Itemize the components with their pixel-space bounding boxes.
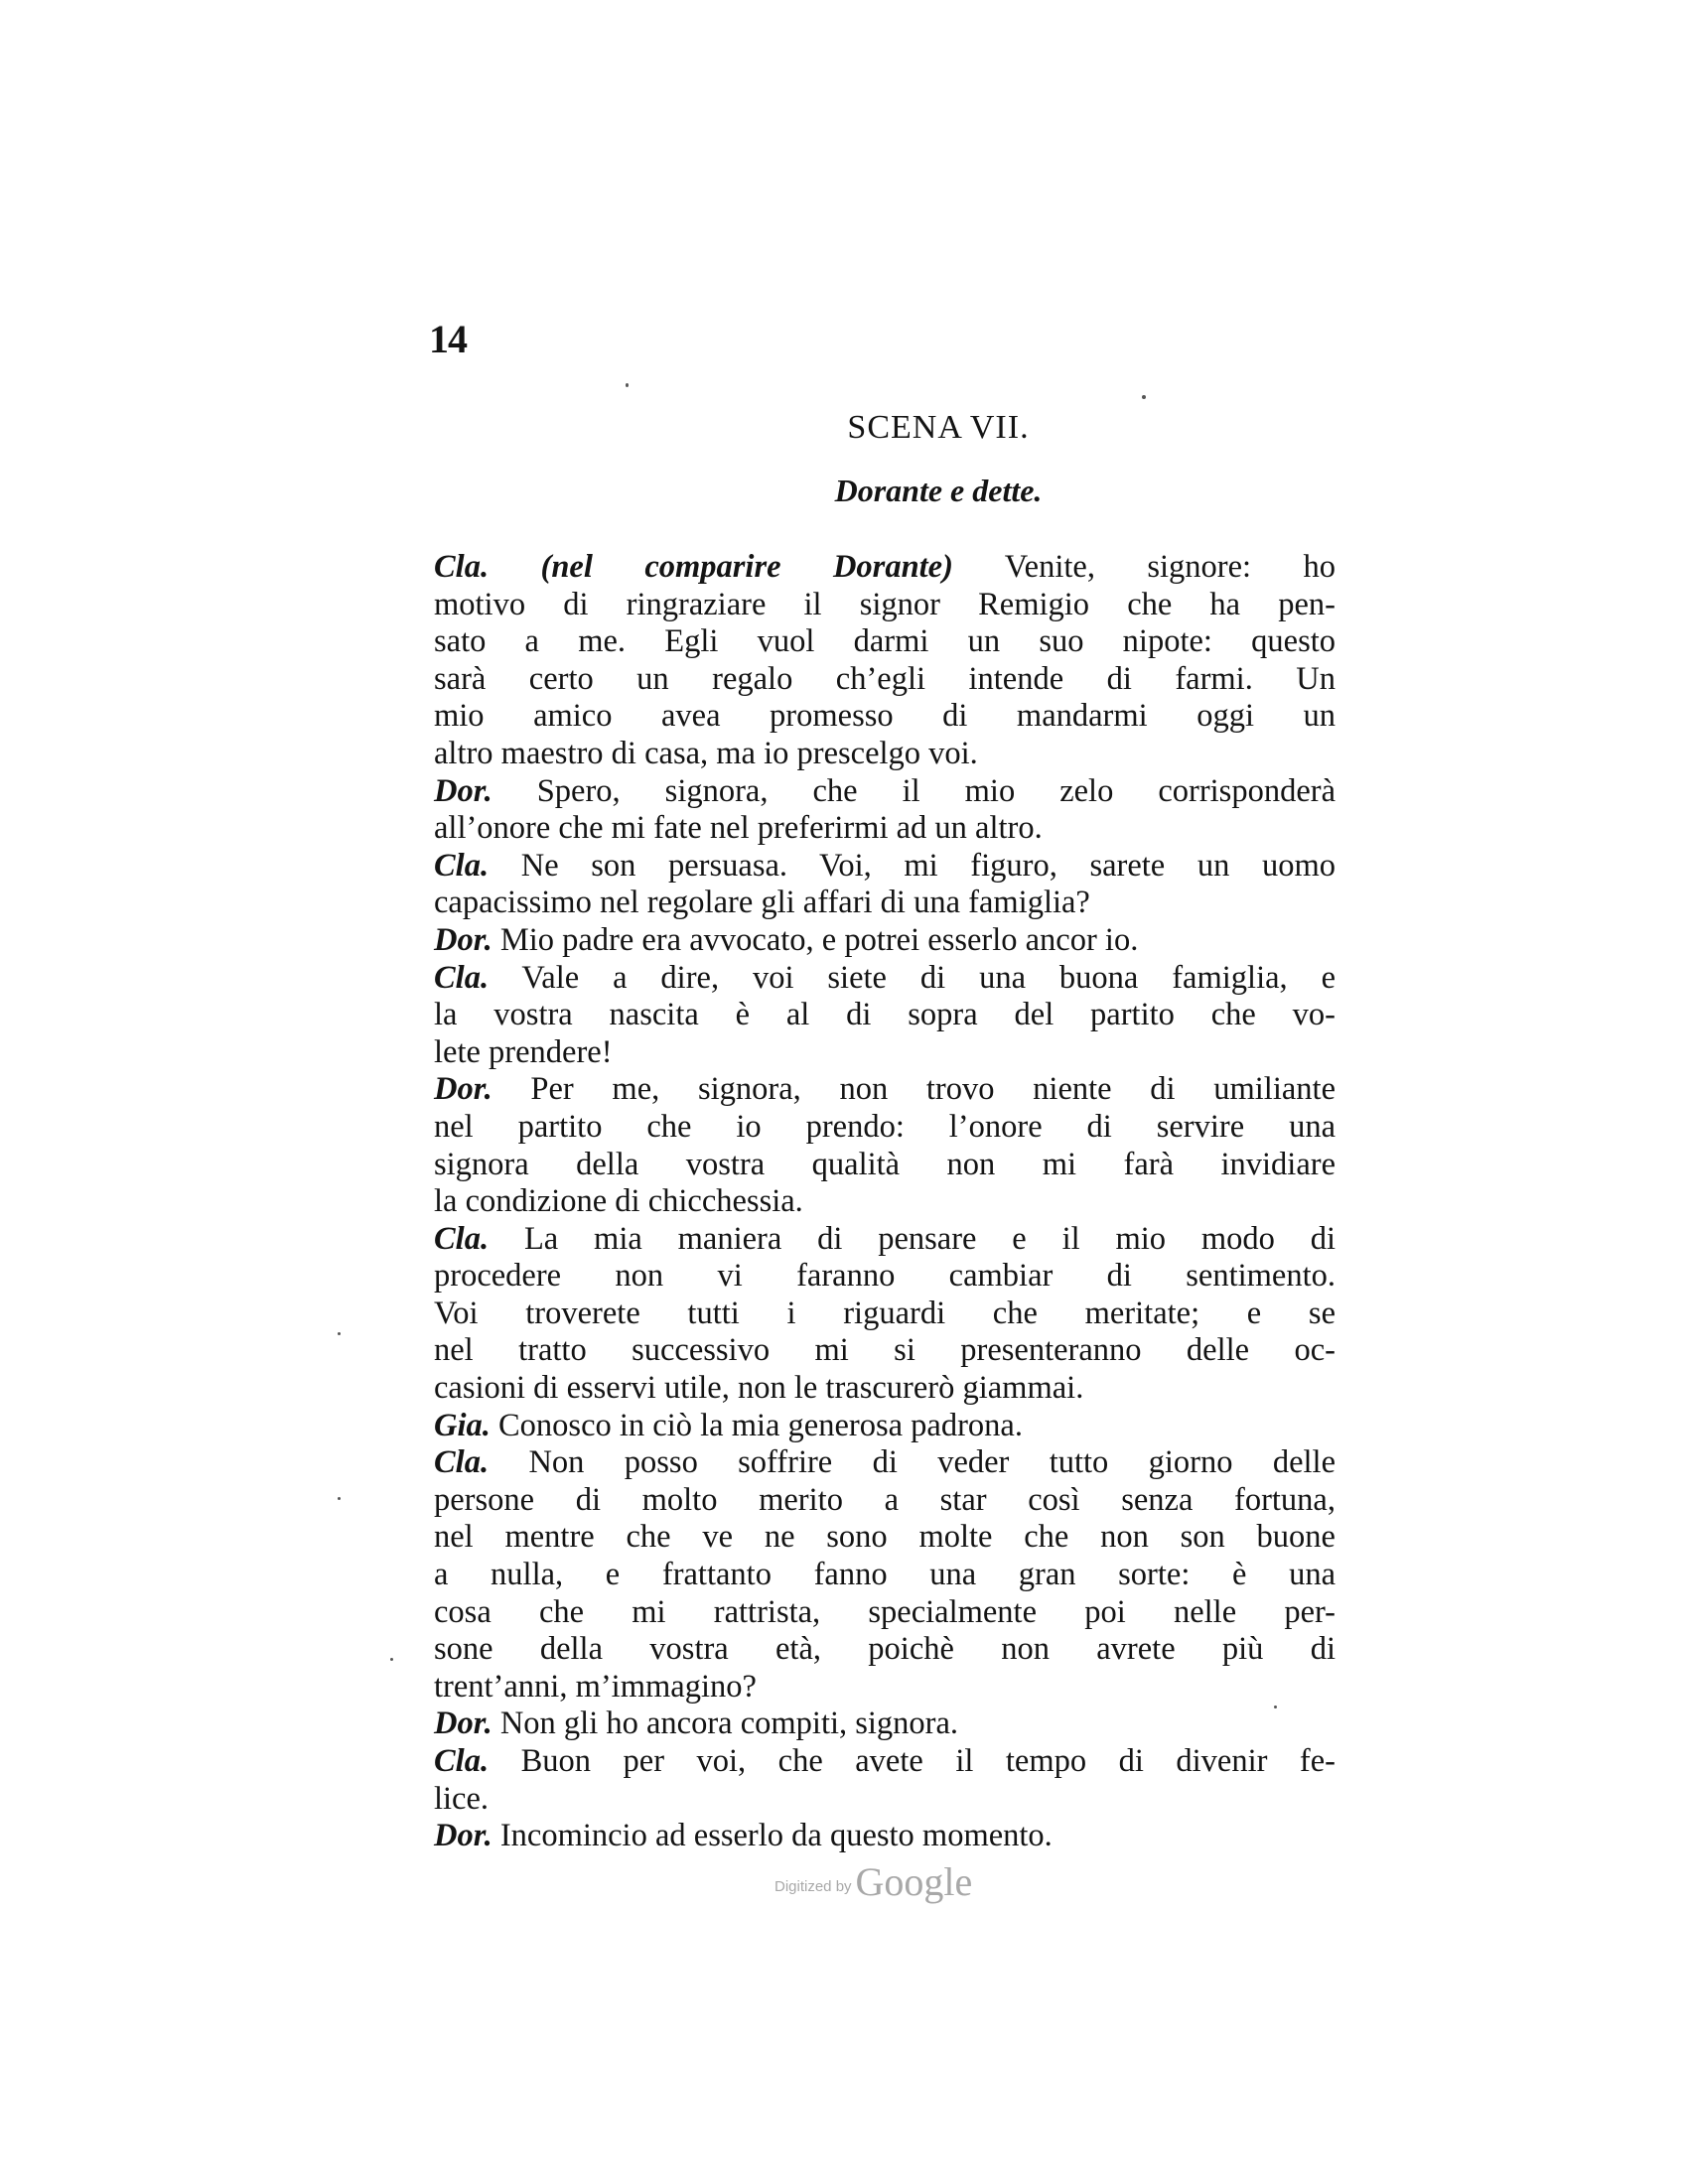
speaker-name: Dor. [434, 1071, 492, 1108]
speech-text: casioni di esservi utile, non le trascurerò giammai. [434, 1370, 1084, 1407]
speech-line [434, 1033, 1336, 1072]
scene-title-text: SCENA VII. [847, 409, 1030, 446]
speech-line [434, 1593, 1336, 1632]
speech-text: lice. [434, 1780, 490, 1817]
speech-line [434, 921, 1336, 960]
speech-line [434, 1295, 1336, 1333]
speaker-name: Cla. [434, 1444, 490, 1481]
speech-text: lete prendere! [434, 1033, 613, 1070]
speech-line [434, 1631, 1336, 1669]
speech-text: Ne son persuasa. Voi, mi figuro, sarete un uomo [520, 847, 1336, 884]
speech-text: Vale a dire, voi siete di una buona famiglia, e [521, 959, 1336, 996]
scene-title [0, 409, 1688, 447]
scan-speck [1142, 395, 1146, 399]
speech-line [434, 1146, 1336, 1184]
speech-text: motivo di ringraziare il signor Remigio che ha pen- [434, 586, 1336, 622]
speech-text: La mia maniera di pensare e il mio modo di [523, 1220, 1336, 1257]
speech-block [434, 1221, 1336, 1408]
speech-line [434, 1183, 1336, 1221]
speech-text: nel partito che io prendo: l’onore di servire una [434, 1108, 1336, 1145]
speech-text: all’onore che mi fate nel preferirmi ad un altro. [434, 810, 1043, 847]
speech-text: Voi troverete tutti i riguardi che meritate; e se [434, 1295, 1336, 1331]
speaker-name: Dor. [434, 1706, 492, 1742]
speech-text: nel tratto successivo mi si presenteranno delle oc- [434, 1332, 1336, 1369]
speech-text: trent’anni, m’immagino? [434, 1668, 757, 1705]
page-number: 14 [429, 317, 467, 361]
speech-line [434, 1332, 1336, 1370]
speech-block [434, 549, 1336, 773]
speaker-name: Dor. [434, 772, 492, 809]
scan-speck [390, 1658, 393, 1661]
speech-line [434, 623, 1336, 661]
speech-line [434, 1780, 1336, 1819]
speech-text: Buon per voi, che avete il tempo di divenir fe- [520, 1743, 1336, 1779]
speech-line [434, 772, 1336, 811]
speaker-name: Cla. [434, 959, 490, 996]
speech-line [434, 847, 1336, 886]
speech-text: nel mentre che ve ne sono molte che non son buone [434, 1519, 1336, 1556]
speech-block [434, 1818, 1336, 1855]
speaker-name: Cla. [434, 549, 490, 585]
speech-text: Per me, signora, non trovo niente di umiliante [530, 1071, 1336, 1108]
speech-line [434, 660, 1336, 699]
speech-block [434, 773, 1336, 848]
stage-direction: (nel comparire Dorante) [540, 549, 953, 585]
speech-text: la vostra nascita è al di sopra del partito che vo- [434, 997, 1336, 1033]
speech-line [434, 1668, 1336, 1706]
speaker-name: Dor. [434, 1818, 492, 1854]
speaker-name: Cla. [434, 1220, 490, 1257]
scene-characters-text: Dorante e dette. [834, 473, 1043, 508]
scan-speck [626, 383, 629, 387]
speaker-name: Cla. [434, 1743, 490, 1779]
speech-line [434, 698, 1336, 736]
speech-line [434, 1220, 1336, 1259]
speech-line [434, 1258, 1336, 1296]
speech-text: mio amico avea promesso di mandarmi oggi un [434, 698, 1336, 735]
speech-line [434, 810, 1336, 848]
speech-text: cosa che mi rattrista, specialmente poi nelle per- [434, 1593, 1336, 1630]
google-watermark [774, 1858, 972, 1905]
speech-line [434, 549, 1336, 587]
speech-text: Mio padre era avvocato, e potrei esserlo ancor io. [499, 921, 1139, 958]
speech-text: sato a me. Egli vuol darmi un suo nipote: questo [434, 623, 1336, 660]
speech-text: altro maestro di casa, ma io prescelgo voi. [434, 735, 978, 771]
scene-characters [0, 473, 1688, 509]
speech-text: sarà certo un regalo ch’egli intende di farmi. Un [434, 660, 1336, 697]
speech-line [434, 885, 1336, 922]
watermark-brand: Google [855, 1859, 973, 1904]
speech-text: Venite, signore: ho [1004, 549, 1336, 585]
speech-line [434, 1071, 1336, 1109]
speech-text: sone della vostra età, poichè non avrete più di [434, 1631, 1336, 1668]
speech-line [434, 997, 1336, 1034]
speech-text: capacissimo nel regolare gli affari di una famiglia? [434, 885, 1090, 921]
speech-text: Incomincio ad esserlo da questo momento. [499, 1818, 1053, 1854]
speech-block [434, 960, 1336, 1072]
speech-line [434, 1370, 1336, 1408]
speech-block [434, 1706, 1336, 1743]
speech-text: Non posso soffrire di veder tutto giorno delle [528, 1444, 1336, 1481]
speech-line [434, 586, 1336, 624]
speech-line [434, 959, 1336, 998]
speech-line [434, 1481, 1336, 1520]
speech-block [434, 1071, 1336, 1220]
speech-line [434, 1743, 1336, 1781]
scan-speck [338, 1497, 341, 1500]
speech-line [434, 1706, 1336, 1743]
speech-block [434, 848, 1336, 922]
speaker-name: Gia. [434, 1407, 491, 1443]
speech-text: Conosco in ciò la mia generosa padrona. [498, 1407, 1023, 1443]
speech-block [434, 1444, 1336, 1706]
speech-line [434, 1519, 1336, 1557]
speech-block [434, 922, 1336, 960]
speech-text: procedere non vi faranno cambiar di sentimento. [434, 1258, 1336, 1295]
dialogue [434, 549, 1336, 1855]
speaker-name: Dor. [434, 921, 492, 958]
speech-line [434, 1407, 1336, 1445]
speech-line [434, 1557, 1336, 1594]
speech-line [434, 1444, 1336, 1482]
speech-line [434, 1108, 1336, 1147]
speech-line [434, 1818, 1336, 1855]
speaker-name: Cla. [434, 847, 490, 884]
speech-text: a nulla, e frattanto fanno una gran sorte: è una [434, 1557, 1336, 1593]
watermark-prefix: Digitized by [774, 1878, 852, 1895]
speech-block [434, 1408, 1336, 1445]
speech-text: Non gli ho ancora compiti, signora. [499, 1706, 959, 1742]
speech-text: signora della vostra qualità non mi farà invidiare [434, 1146, 1336, 1182]
speech-text: Spero, signora, che il mio zelo corrisponderà [536, 772, 1336, 809]
speech-text: persone di molto merito a star così senza fortuna, [434, 1481, 1336, 1518]
speech-block [434, 1743, 1336, 1818]
speech-text: la condizione di chicchessia. [434, 1183, 803, 1220]
speech-line [434, 735, 1336, 773]
scan-speck [338, 1332, 341, 1335]
scan-speck [1274, 1706, 1277, 1708]
